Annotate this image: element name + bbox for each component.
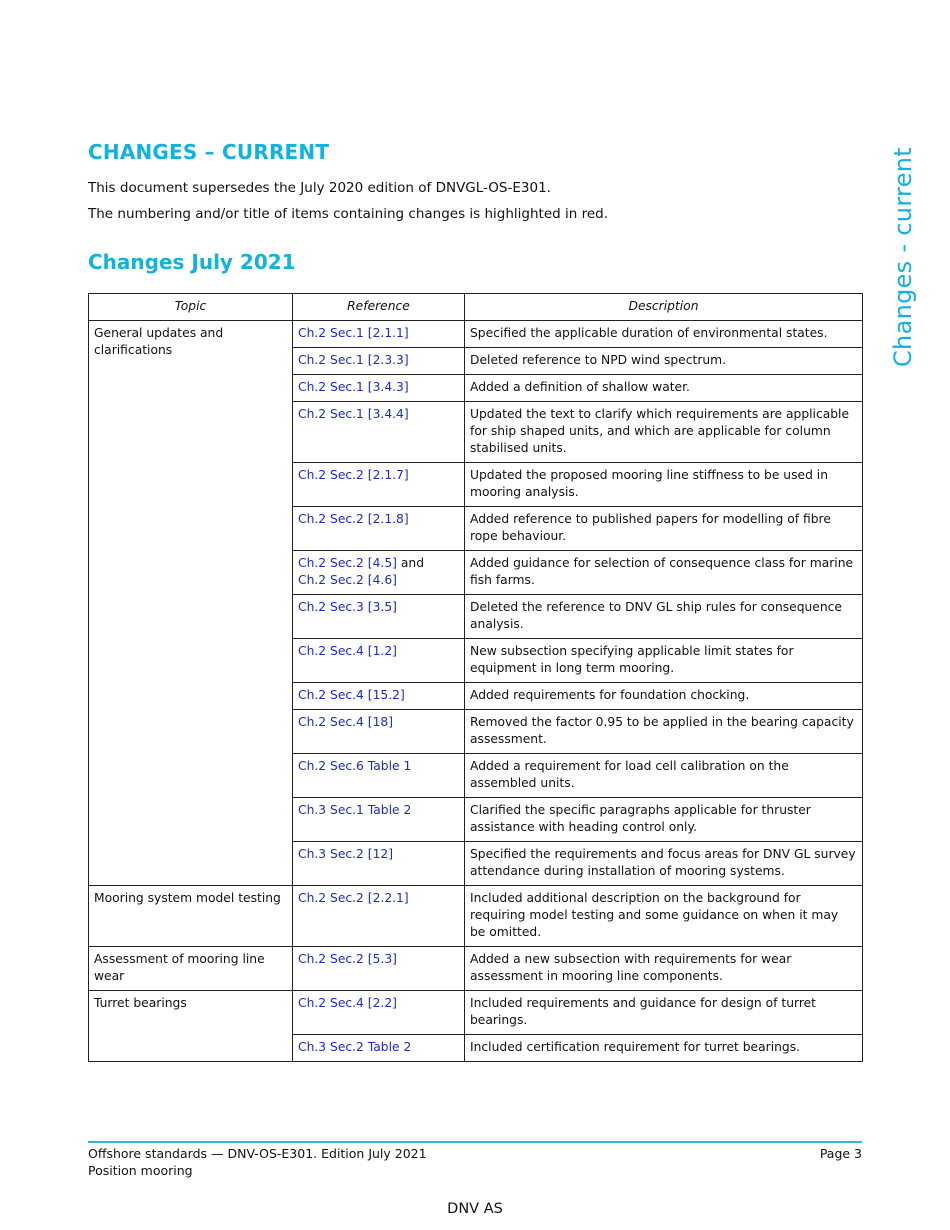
footer-divider: [88, 1141, 862, 1143]
reference-cell: [293, 595, 465, 639]
reference-cell: [293, 507, 465, 551]
footer-edition: Offshore standards — DNV-OS-E301. Edition July 2021: [88, 1146, 427, 1161]
side-section-label: [882, 142, 924, 372]
reference-cell: [293, 551, 465, 595]
description-cell: Added a definition of shallow water.: [465, 375, 863, 402]
reference-cell: [293, 639, 465, 683]
changes-table-body: [89, 321, 863, 1062]
description-cell: Updated the text to clarify which requirements are applicable for ship shaped units, and which are applicable for column stabilised units.: [465, 402, 863, 463]
description-cell: Included certification requirement for turret bearings.: [465, 1035, 863, 1062]
reference-cell: [293, 886, 465, 947]
reference-link[interactable]: Ch.2 Sec.1 [3.4.4]: [298, 407, 409, 421]
reference-link[interactable]: Ch.2 Sec.2 [2.1.7]: [298, 468, 409, 482]
table-row: [89, 886, 863, 947]
footer-document-info: [88, 1145, 427, 1179]
section-title: Changes July 2021: [88, 250, 296, 274]
reference-link[interactable]: Ch.2 Sec.3 [3.5]: [298, 600, 397, 614]
description-cell: Deleted reference to NPD wind spectrum.: [465, 348, 863, 375]
reference-cell: [293, 463, 465, 507]
reference-cell: [293, 402, 465, 463]
reference-link[interactable]: Ch.2 Sec.2 [4.6]: [298, 573, 397, 587]
reference-link[interactable]: Ch.2 Sec.4 [18]: [298, 715, 394, 729]
publisher: DNV AS: [447, 1201, 503, 1217]
description-cell: Added a requirement for load cell calibration on the assembled units.: [465, 754, 863, 798]
intro-highlight-note: The numbering and/or title of items containing changes is highlighted in red.: [88, 206, 609, 222]
reference-cell: [293, 947, 465, 991]
description-cell: Specified the applicable duration of environmental states.: [465, 321, 863, 348]
description-cell: Included additional description on the background for requiring model testing and some guidance on when it may be omitted.: [465, 886, 863, 947]
table-header-row: [89, 294, 863, 321]
topic-cell: General updates and clarifications: [89, 321, 293, 886]
reference-cell: [293, 375, 465, 402]
description-cell: Specified the requirements and focus areas for DNV GL survey attendance during installation of mooring systems.: [465, 842, 863, 886]
reference-link[interactable]: Ch.2 Sec.4 [2.2]: [298, 996, 397, 1010]
reference-link[interactable]: Ch.2 Sec.2 [2.2.1]: [298, 891, 409, 905]
description-cell: Included requirements and guidance for design of turret bearings.: [465, 991, 863, 1035]
description-cell: Deleted the reference to DNV GL ship rules for consequence analysis.: [465, 595, 863, 639]
table-row: [89, 321, 863, 348]
reference-cell: [293, 842, 465, 886]
description-cell: Updated the proposed mooring line stiffness to be used in mooring analysis.: [465, 463, 863, 507]
reference-joiner: and: [396, 556, 424, 570]
reference-link[interactable]: Ch.3 Sec.1 Table 2: [298, 803, 412, 817]
description-cell: Added requirements for foundation chocking.: [465, 683, 863, 710]
reference-cell: [293, 754, 465, 798]
reference-cell: [293, 1035, 465, 1062]
table-row: [89, 947, 863, 991]
footer-subtitle: Position mooring: [88, 1163, 193, 1178]
reference-cell: [293, 991, 465, 1035]
header-reference: Reference: [293, 294, 465, 321]
intro-supersedes-text: This document supersedes the July 2020 edition of DNVGL-OS-E301.: [88, 180, 551, 196]
reference-cell: [293, 710, 465, 754]
reference-link[interactable]: Ch.2 Sec.4 [1.2]: [298, 644, 397, 658]
description-cell: Clarified the specific paragraphs applicable for thruster assistance with heading control only.: [465, 798, 863, 842]
reference-cell: [293, 683, 465, 710]
side-section-label-text: Changes - current: [889, 147, 917, 367]
reference-link[interactable]: Ch.2 Sec.1 [2.3.3]: [298, 353, 409, 367]
page-number: Page 3: [819, 1146, 862, 1161]
description-cell: Added reference to published papers for modelling of fibre rope behaviour.: [465, 507, 863, 551]
reference-link[interactable]: Ch.2 Sec.4 [15.2]: [298, 688, 405, 702]
reference-cell: [293, 348, 465, 375]
header-description: Description: [465, 294, 863, 321]
changes-table: [88, 293, 863, 1062]
reference-link[interactable]: Ch.2 Sec.1 [2.1.1]: [298, 326, 409, 340]
topic-cell: Turret bearings: [89, 991, 293, 1062]
reference-cell: [293, 321, 465, 348]
reference-link[interactable]: Ch.2 Sec.2 [2.1.8]: [298, 512, 409, 526]
description-cell: Added guidance for selection of consequence class for marine fish farms.: [465, 551, 863, 595]
table-row: [89, 991, 863, 1035]
reference-link[interactable]: Ch.3 Sec.2 Table 2: [298, 1040, 412, 1054]
header-topic: Topic: [89, 294, 293, 321]
reference-link[interactable]: Ch.2 Sec.6 Table 1: [298, 759, 412, 773]
reference-link[interactable]: Ch.3 Sec.2 [12]: [298, 847, 394, 861]
reference-cell: [293, 798, 465, 842]
reference-link[interactable]: Ch.2 Sec.1 [3.4.3]: [298, 380, 409, 394]
topic-cell: Mooring system model testing: [89, 886, 293, 947]
reference-link[interactable]: Ch.2 Sec.2 [4.5]: [298, 556, 397, 570]
description-cell: Added a new subsection with requirements for wear assessment in mooring line components.: [465, 947, 863, 991]
description-cell: New subsection specifying applicable limit states for equipment in long term mooring.: [465, 639, 863, 683]
description-cell: Removed the factor 0.95 to be applied in the bearing capacity assessment.: [465, 710, 863, 754]
page-title: CHANGES – CURRENT: [88, 140, 330, 164]
reference-link[interactable]: Ch.2 Sec.2 [5.3]: [298, 952, 397, 966]
topic-cell: Assessment of mooring line wear: [89, 947, 293, 991]
